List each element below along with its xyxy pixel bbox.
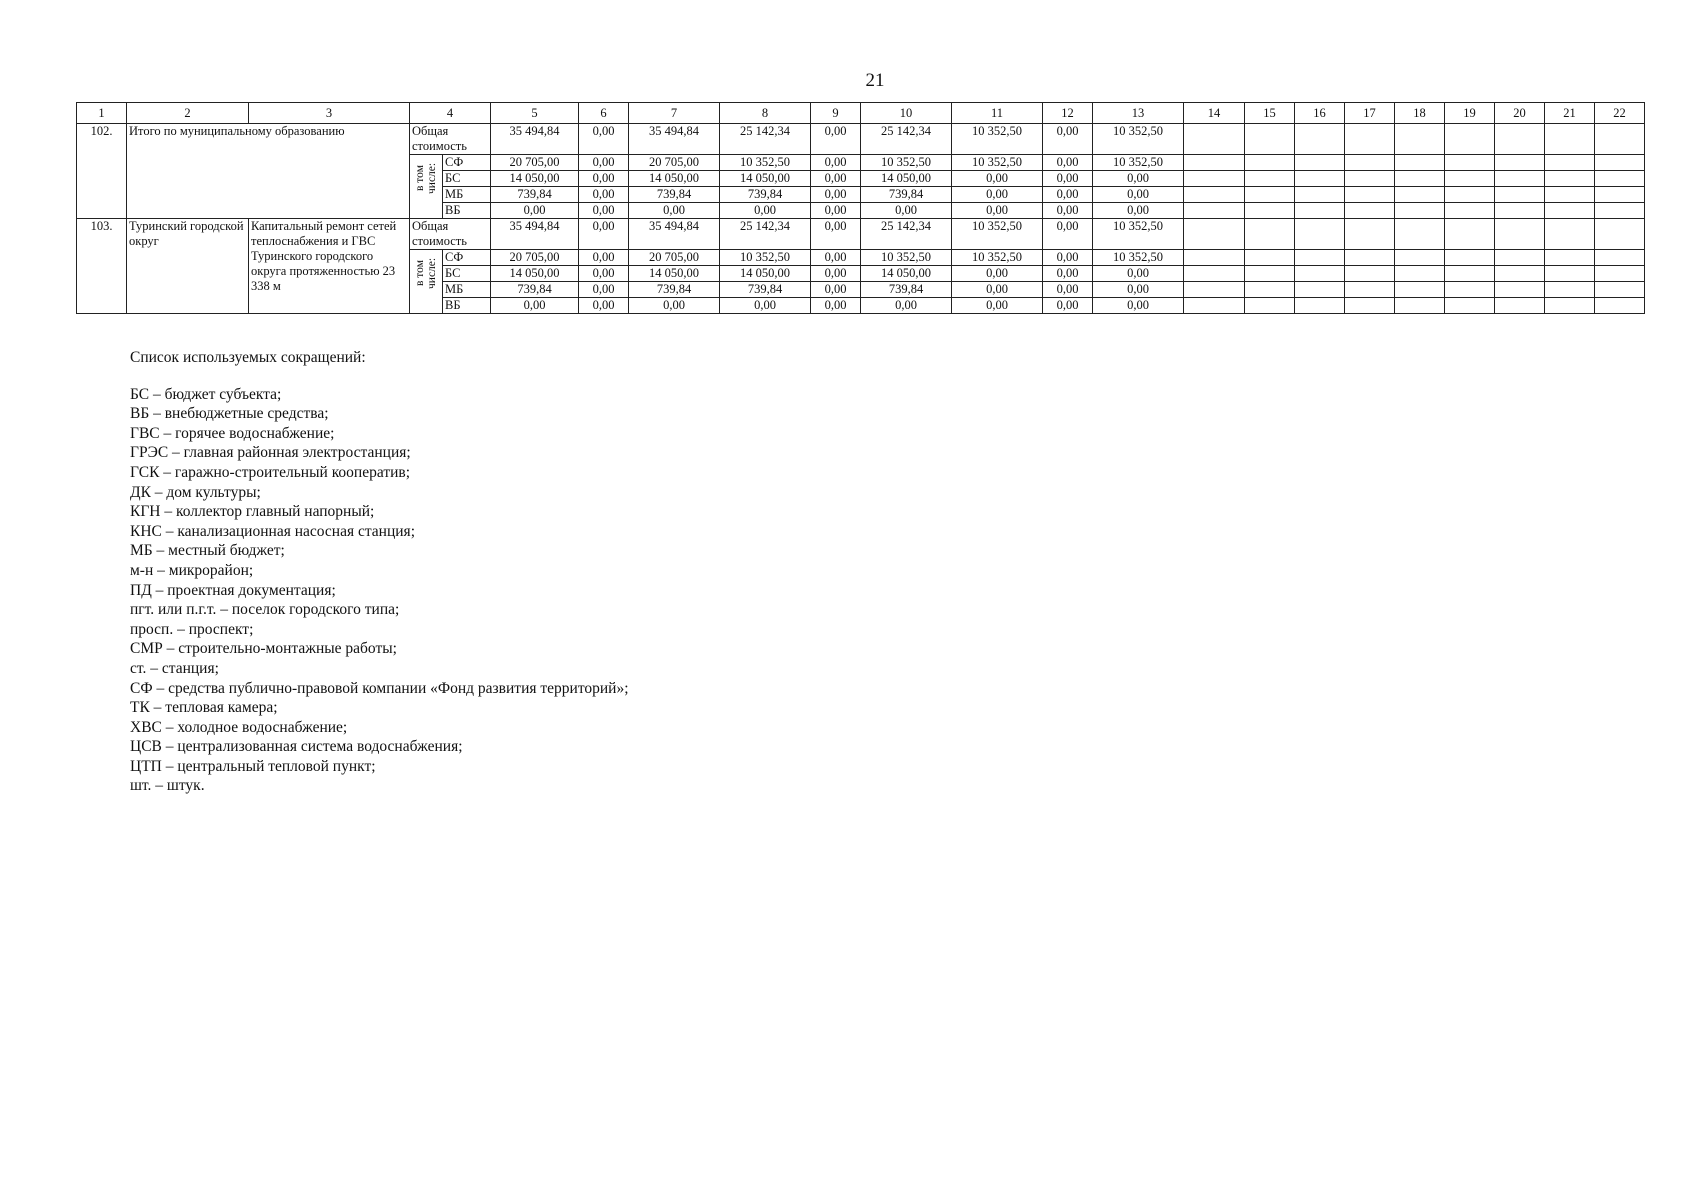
empty-cell	[1545, 155, 1595, 171]
value-cell: 0,00	[720, 203, 811, 219]
column-number: 18	[1395, 103, 1445, 124]
empty-cell	[1184, 124, 1245, 155]
value-cell: 0,00	[579, 250, 629, 266]
table-row	[77, 124, 1645, 155]
column-number: 20	[1495, 103, 1545, 124]
abbreviation-item: ВБ – внебюджетные средства;	[130, 405, 329, 423]
empty-cell	[1345, 298, 1395, 314]
column-number: 12	[1043, 103, 1093, 124]
abbreviation-item: СФ – средства публично-правовой компании «Фонд развития территорий»;	[130, 679, 629, 697]
value-cell: 0,00	[579, 282, 629, 298]
empty-cell	[1184, 155, 1245, 171]
abbreviation-item: ЦТП – центральный тепловой пункт;	[130, 757, 376, 775]
empty-cell	[1345, 155, 1395, 171]
value-cell: 739,84	[491, 187, 579, 203]
value-cell: 10 352,50	[952, 250, 1043, 266]
value-cell: 0,00	[629, 298, 720, 314]
value-cell: 0,00	[952, 282, 1043, 298]
value-cell: 20 705,00	[629, 250, 720, 266]
column-number: 9	[811, 103, 861, 124]
value-cell: 0,00	[811, 282, 861, 298]
total-cost-label: Общая стоимость	[410, 124, 491, 155]
value-cell: 14 050,00	[861, 171, 952, 187]
empty-cell	[1184, 219, 1245, 250]
value-cell: 14 050,00	[861, 266, 952, 282]
empty-cell	[1245, 187, 1295, 203]
empty-cell	[1595, 203, 1645, 219]
column-number: 22	[1595, 103, 1645, 124]
funding-source: БС	[443, 266, 491, 282]
abbreviation-item: м-н – микрорайон;	[130, 561, 254, 579]
table-row	[77, 219, 1645, 250]
value-cell: 0,00	[1093, 298, 1184, 314]
value-cell: 14 050,00	[720, 171, 811, 187]
empty-cell	[1545, 171, 1595, 187]
value-cell: 10 352,50	[1093, 219, 1184, 250]
abbreviation-item: ст. – станция;	[130, 659, 219, 677]
value-cell: 10 352,50	[952, 155, 1043, 171]
abbreviation-item: просп. – проспект;	[130, 620, 254, 638]
empty-cell	[1345, 171, 1395, 187]
value-cell: 0,00	[952, 203, 1043, 219]
empty-cell	[1445, 250, 1495, 266]
row-number: 103.	[77, 219, 127, 314]
value-cell: 0,00	[579, 124, 629, 155]
value-cell: 0,00	[952, 266, 1043, 282]
abbreviation-item: КГН – коллектор главный напорный;	[130, 503, 375, 521]
empty-cell	[1445, 171, 1495, 187]
empty-cell	[1495, 266, 1545, 282]
empty-cell	[1495, 155, 1545, 171]
value-cell: 0,00	[1093, 203, 1184, 219]
value-cell: 0,00	[1043, 219, 1093, 250]
column-number: 14	[1184, 103, 1245, 124]
value-cell: 14 050,00	[629, 266, 720, 282]
value-cell: 35 494,84	[491, 124, 579, 155]
value-cell: 25 142,34	[720, 219, 811, 250]
empty-cell	[1495, 203, 1545, 219]
column-number: 2	[127, 103, 249, 124]
value-cell: 0,00	[811, 171, 861, 187]
value-cell: 10 352,50	[1093, 155, 1184, 171]
empty-cell	[1245, 219, 1295, 250]
value-cell: 20 705,00	[491, 250, 579, 266]
empty-cell	[1595, 171, 1645, 187]
empty-cell	[1545, 203, 1595, 219]
value-cell: 10 352,50	[720, 155, 811, 171]
financing-table	[76, 102, 1645, 314]
empty-cell	[1295, 298, 1345, 314]
value-cell: 25 142,34	[861, 124, 952, 155]
value-cell: 0,00	[1093, 171, 1184, 187]
abbreviations-list	[130, 348, 629, 796]
empty-cell	[1345, 124, 1395, 155]
value-cell: 14 050,00	[629, 171, 720, 187]
empty-cell	[1445, 298, 1495, 314]
object-description: Капитальный ремонт сетей теплоснабжения и ГВС Туринского городского округа протяженностью 23 338 м	[249, 219, 410, 314]
empty-cell	[1595, 155, 1645, 171]
value-cell: 10 352,50	[952, 219, 1043, 250]
empty-cell	[1245, 250, 1295, 266]
value-cell: 10 352,50	[720, 250, 811, 266]
empty-cell	[1345, 187, 1395, 203]
value-cell: 0,00	[811, 298, 861, 314]
empty-cell	[1345, 219, 1395, 250]
value-cell: 0,00	[952, 171, 1043, 187]
value-cell: 20 705,00	[491, 155, 579, 171]
empty-cell	[1495, 171, 1545, 187]
value-cell: 10 352,50	[861, 250, 952, 266]
empty-cell	[1495, 219, 1545, 250]
value-cell: 0,00	[811, 203, 861, 219]
column-number: 4	[410, 103, 491, 124]
abbreviation-item: ХВС – холодное водоснабжение;	[130, 718, 348, 736]
value-cell: 739,84	[629, 282, 720, 298]
value-cell: 0,00	[1093, 282, 1184, 298]
empty-cell	[1245, 282, 1295, 298]
empty-cell	[1245, 203, 1295, 219]
empty-cell	[1395, 187, 1445, 203]
value-cell: 0,00	[861, 203, 952, 219]
empty-cell	[1595, 282, 1645, 298]
abbreviation-item: БС – бюджет субъекта;	[130, 385, 282, 403]
empty-cell	[1184, 250, 1245, 266]
abbreviation-item: ДК – дом культуры;	[130, 483, 261, 501]
abbreviation-item: ТК – тепловая камера;	[130, 699, 278, 717]
abbreviation-item: ГСК – гаражно-строительный кооператив;	[130, 463, 411, 481]
empty-cell	[1445, 124, 1495, 155]
value-cell: 0,00	[579, 266, 629, 282]
empty-cell	[1495, 187, 1545, 203]
value-cell: 0,00	[491, 203, 579, 219]
empty-cell	[1395, 266, 1445, 282]
empty-cell	[1545, 266, 1595, 282]
empty-cell	[1295, 266, 1345, 282]
value-cell: 0,00	[1043, 282, 1093, 298]
value-cell: 35 494,84	[629, 124, 720, 155]
column-number: 15	[1245, 103, 1295, 124]
empty-cell	[1184, 266, 1245, 282]
funding-source: СФ	[443, 155, 491, 171]
value-cell: 25 142,34	[720, 124, 811, 155]
column-number: 17	[1345, 103, 1395, 124]
value-cell: 0,00	[1043, 298, 1093, 314]
empty-cell	[1545, 124, 1595, 155]
empty-cell	[1595, 298, 1645, 314]
empty-cell	[1545, 219, 1595, 250]
empty-cell	[1545, 298, 1595, 314]
value-cell: 10 352,50	[861, 155, 952, 171]
including-label	[410, 155, 443, 219]
value-cell: 739,84	[629, 187, 720, 203]
abbreviations-items	[130, 385, 629, 796]
empty-cell	[1395, 219, 1445, 250]
column-number: 21	[1545, 103, 1595, 124]
empty-cell	[1295, 171, 1345, 187]
value-cell: 0,00	[861, 298, 952, 314]
empty-cell	[1545, 250, 1595, 266]
column-number: 6	[579, 103, 629, 124]
funding-source: ВБ	[443, 298, 491, 314]
column-number: 16	[1295, 103, 1345, 124]
including-label	[410, 250, 443, 314]
empty-cell	[1395, 155, 1445, 171]
empty-cell	[1445, 282, 1495, 298]
empty-cell	[1345, 250, 1395, 266]
value-cell: 35 494,84	[629, 219, 720, 250]
value-cell: 0,00	[579, 187, 629, 203]
funding-source: БС	[443, 171, 491, 187]
empty-cell	[1245, 155, 1295, 171]
empty-cell	[1245, 171, 1295, 187]
value-cell: 0,00	[1093, 187, 1184, 203]
empty-cell	[1295, 203, 1345, 219]
empty-cell	[1495, 298, 1545, 314]
funding-source: МБ	[443, 187, 491, 203]
abbreviation-item: шт. – штук.	[130, 777, 205, 795]
value-cell: 0,00	[811, 219, 861, 250]
empty-cell	[1395, 171, 1445, 187]
empty-cell	[1495, 124, 1545, 155]
empty-cell	[1245, 298, 1295, 314]
empty-cell	[1445, 219, 1495, 250]
column-number: 11	[952, 103, 1043, 124]
empty-cell	[1595, 187, 1645, 203]
abbreviation-item: МБ – местный бюджет;	[130, 542, 285, 560]
value-cell: 0,00	[579, 155, 629, 171]
empty-cell	[1295, 187, 1345, 203]
value-cell: 14 050,00	[720, 266, 811, 282]
value-cell: 0,00	[1043, 203, 1093, 219]
empty-cell	[1445, 155, 1495, 171]
value-cell: 10 352,50	[1093, 250, 1184, 266]
empty-cell	[1345, 203, 1395, 219]
empty-cell	[1495, 282, 1545, 298]
page-number: 21	[865, 70, 885, 91]
empty-cell	[1445, 203, 1495, 219]
abbreviation-item: ЦСВ – централизованная система водоснабжения;	[130, 738, 463, 756]
empty-cell	[1295, 250, 1345, 266]
row-number: 102.	[77, 124, 127, 219]
value-cell: 35 494,84	[491, 219, 579, 250]
value-cell: 20 705,00	[629, 155, 720, 171]
row-title: Итого по муниципальному образованию	[127, 124, 410, 219]
value-cell: 0,00	[579, 219, 629, 250]
empty-cell	[1184, 298, 1245, 314]
abbreviation-item: ПД – проектная документация;	[130, 581, 336, 599]
column-number: 5	[491, 103, 579, 124]
value-cell: 0,00	[629, 203, 720, 219]
value-cell: 739,84	[861, 282, 952, 298]
value-cell: 0,00	[579, 203, 629, 219]
value-cell: 0,00	[1043, 266, 1093, 282]
value-cell: 0,00	[1043, 187, 1093, 203]
value-cell: 739,84	[491, 282, 579, 298]
empty-cell	[1184, 203, 1245, 219]
municipality: Туринский городской округ	[127, 219, 249, 314]
value-cell: 0,00	[952, 298, 1043, 314]
empty-cell	[1295, 219, 1345, 250]
value-cell: 0,00	[1043, 124, 1093, 155]
empty-cell	[1395, 250, 1445, 266]
empty-cell	[1184, 282, 1245, 298]
column-number: 1	[77, 103, 127, 124]
value-cell: 0,00	[491, 298, 579, 314]
value-cell: 0,00	[811, 187, 861, 203]
abbreviation-item: ГВС – горячее водоснабжение;	[130, 424, 335, 442]
value-cell: 0,00	[811, 250, 861, 266]
value-cell: 25 142,34	[861, 219, 952, 250]
value-cell: 0,00	[579, 298, 629, 314]
empty-cell	[1345, 282, 1395, 298]
empty-cell	[1295, 282, 1345, 298]
value-cell: 0,00	[720, 298, 811, 314]
abbreviation-item: пгт. или п.г.т. – поселок городского типа;	[130, 601, 400, 619]
column-number: 8	[720, 103, 811, 124]
abbreviations-title: Список используемых сокращений:	[130, 349, 366, 366]
value-cell: 0,00	[952, 187, 1043, 203]
empty-cell	[1295, 124, 1345, 155]
empty-cell	[1595, 219, 1645, 250]
column-number: 3	[249, 103, 410, 124]
empty-cell	[1245, 266, 1295, 282]
empty-cell	[1245, 124, 1295, 155]
empty-cell	[1395, 203, 1445, 219]
value-cell: 14 050,00	[491, 266, 579, 282]
column-number: 13	[1093, 103, 1184, 124]
value-cell: 10 352,50	[952, 124, 1043, 155]
including-label-text: в том числе:	[414, 162, 438, 194]
empty-cell	[1495, 250, 1545, 266]
abbreviation-item: ГРЭС – главная районная электростанция;	[130, 444, 411, 462]
abbreviation-item: СМР – строительно-монтажные работы;	[130, 640, 397, 658]
empty-cell	[1545, 282, 1595, 298]
value-cell: 739,84	[720, 187, 811, 203]
funding-source: ВБ	[443, 203, 491, 219]
value-cell: 739,84	[861, 187, 952, 203]
value-cell: 10 352,50	[1093, 124, 1184, 155]
column-number: 7	[629, 103, 720, 124]
empty-cell	[1595, 250, 1645, 266]
value-cell: 0,00	[579, 171, 629, 187]
empty-cell	[1184, 171, 1245, 187]
value-cell: 0,00	[1093, 266, 1184, 282]
funding-source: МБ	[443, 282, 491, 298]
empty-cell	[1545, 187, 1595, 203]
value-cell: 0,00	[811, 155, 861, 171]
total-cost-label: Общая стоимость	[410, 219, 491, 250]
abbreviation-item: КНС – канализационная насосная станция;	[130, 522, 415, 540]
empty-cell	[1595, 124, 1645, 155]
value-cell: 0,00	[1043, 250, 1093, 266]
empty-cell	[1395, 298, 1445, 314]
empty-cell	[1295, 155, 1345, 171]
column-number: 19	[1445, 103, 1495, 124]
empty-cell	[1445, 187, 1495, 203]
value-cell: 739,84	[720, 282, 811, 298]
empty-cell	[1395, 282, 1445, 298]
empty-cell	[1595, 266, 1645, 282]
empty-cell	[1345, 266, 1395, 282]
value-cell: 0,00	[811, 124, 861, 155]
empty-cell	[1184, 187, 1245, 203]
funding-source: СФ	[443, 250, 491, 266]
column-number: 10	[861, 103, 952, 124]
value-cell: 0,00	[1043, 171, 1093, 187]
value-cell: 0,00	[811, 266, 861, 282]
value-cell: 0,00	[1043, 155, 1093, 171]
table-header-row	[77, 103, 1645, 124]
empty-cell	[1395, 124, 1445, 155]
empty-cell	[1445, 266, 1495, 282]
including-label-text: в том числе:	[414, 257, 438, 289]
value-cell: 14 050,00	[491, 171, 579, 187]
